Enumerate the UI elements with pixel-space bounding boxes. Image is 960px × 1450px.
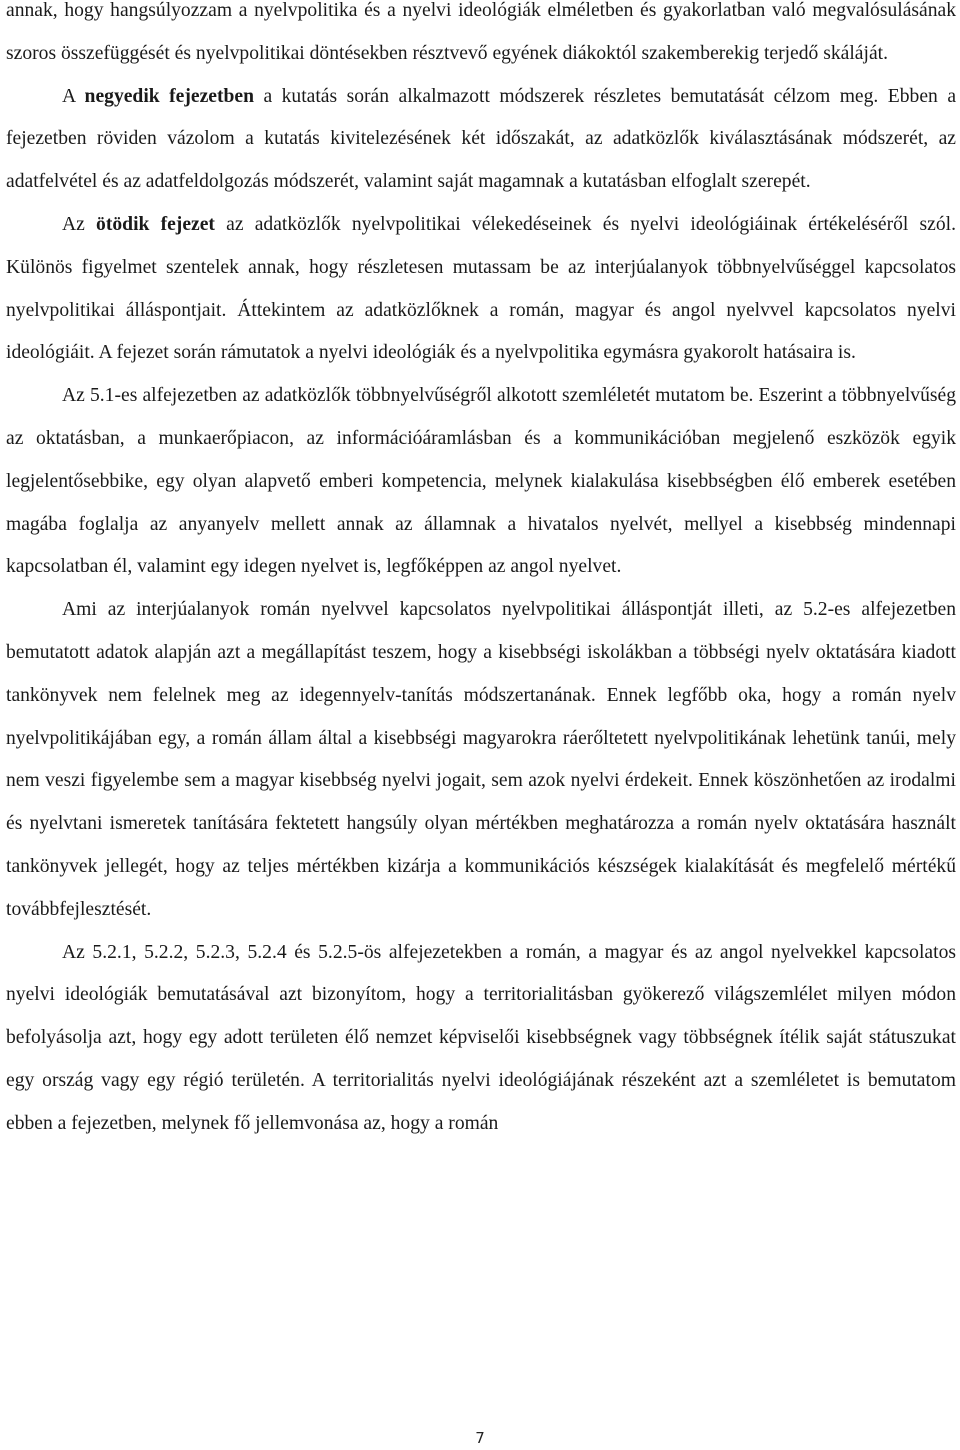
paragraph-chapter-four	[6, 76, 956, 204]
paragraph-intro-continuation	[6, 0, 956, 76]
text-segment: annak, hogy hangsúlyozzam a nyelvpolitika és a nyelvi ideológiák elméletben és gyakorlatban való megvalósulásának szoros összefüggését és nyelvpolitikai döntésekben résztvevő egyének diákoktól szakemberekig terjedő skáláját.	[6, 0, 956, 64]
text-segment: Az 5.1-es alfejezetben az adatközlők többnyelvűségről alkotott szemléletét mutatom be. Eszerint a többnyelvűség az oktatásban, a munkaerőpiacon, az információáramlásban és a kommunikációban megjelenő eszközök egyik legjelentősebbike, egy olyan alapvető emberi kompetencia, melynek kialakulása kisebbségben élő emberek esetében magába foglalja az anyanyelv mellett annak az államnak a hivatalos nyelvét, mellyel a kisebbség mindennapi kapcsolatban él, valamint egy idegen nyelvet is, legfőképpen az angol nyelvet.	[6, 385, 956, 578]
page-number: 7	[475, 1429, 485, 1447]
bold-chapter-reference: ötödik fejezet	[96, 213, 215, 235]
text-segment: Ami az interjúalanyok román nyelvvel kapcsolatos nyelvpolitikai álláspontját illeti, az 5.2-es alfejezetben bemutatott adatok alapján azt a megállapítást teszem, hogy a kisebbségi iskolákban a többségi nyelv oktatására kiadott tankönyvek nem felelnek meg az idegennyelv-tanítás módszertanának. Ennek legfőbb oka, hogy a román nyelv nyelvpolitikájában egy, a román állam által a kisebbségi magyarokra ráerőltetett nyelvpolitikának lehetünk tanúi, mely nem veszi figyelembe sem a magyar kisebbség nyelvi jogait, sem azok nyelvi érdekeit. Ennek köszönhetően az irodalmi és nyelvtani ismeretek tanítására fektetett hangsúly olyan mértékben meghatározza a román nyelv oktatására használt tankönyvek jellegét, hogy az teljes mértékben kizárja a kommunikációs készségek kialakítását és megfelelő mértékű továbbfejlesztését.	[6, 599, 956, 920]
text-segment: Az 5.2.1, 5.2.2, 5.2.3, 5.2.4 és 5.2.5-ös alfejezetekben a román, a magyar és az angol nyelvekkel kapcsolatos nyelvi ideológiák bemutatásával azt bizonyítom, hogy a territorialitásban gyökerező világszemlélet milyen módon befolyásolja azt, hogy egy adott területen élő nemzet képviselői kisebbségnek vagy többségnek ítélik saját státuszukat egy ország vagy egy régió területén. A territorialitás nyelvi ideológiájának részeként azt a szemléletet is bemutatom ebben a fejezetben, melynek fő jellemvonása az, hogy a román	[6, 941, 956, 1134]
text-segment: A	[62, 85, 85, 107]
paragraph-chapter-five	[6, 204, 956, 375]
paragraph-section-5-1	[6, 375, 956, 589]
paragraph-section-5-2	[6, 589, 956, 931]
paragraph-subsections-5-2-x	[6, 932, 956, 1146]
text-segment: a kutatás során alkalmazott módszerek részletes bemutatását célzom meg. Ebben a fejezetben röviden vázolom a kutatás kivitelezésének két időszakát, az adatközlők kiválasztásának módszerét, az adatfelvétel és az adatfeldolgozás módszerét, valamint saját magamnak a kutatásban elfoglalt szerepét.	[6, 85, 957, 193]
text-segment: az adatközlők nyelvpolitikai vélekedéseinek és nyelvi ideológiáinak értékeléséről szól. Különös figyelmet szentelek annak, hogy részletesen mutassam be az interjúalanyok többnyelvűséggel kapcsolatos nyelvpolitikai álláspontjait. Áttekintem az adatközlőknek a román, magyar és angol nyelvvel kapcsolatos nyelvi ideológiáit. A fejezet során rámutatok a nyelvi ideológiák és a nyelvpolitika egymásra gyakorolt hatásaira is.	[6, 213, 956, 364]
text-segment: Az	[62, 213, 97, 235]
document-page	[6, 0, 956, 1146]
bold-chapter-reference: negyedik fejezetben	[84, 85, 254, 107]
